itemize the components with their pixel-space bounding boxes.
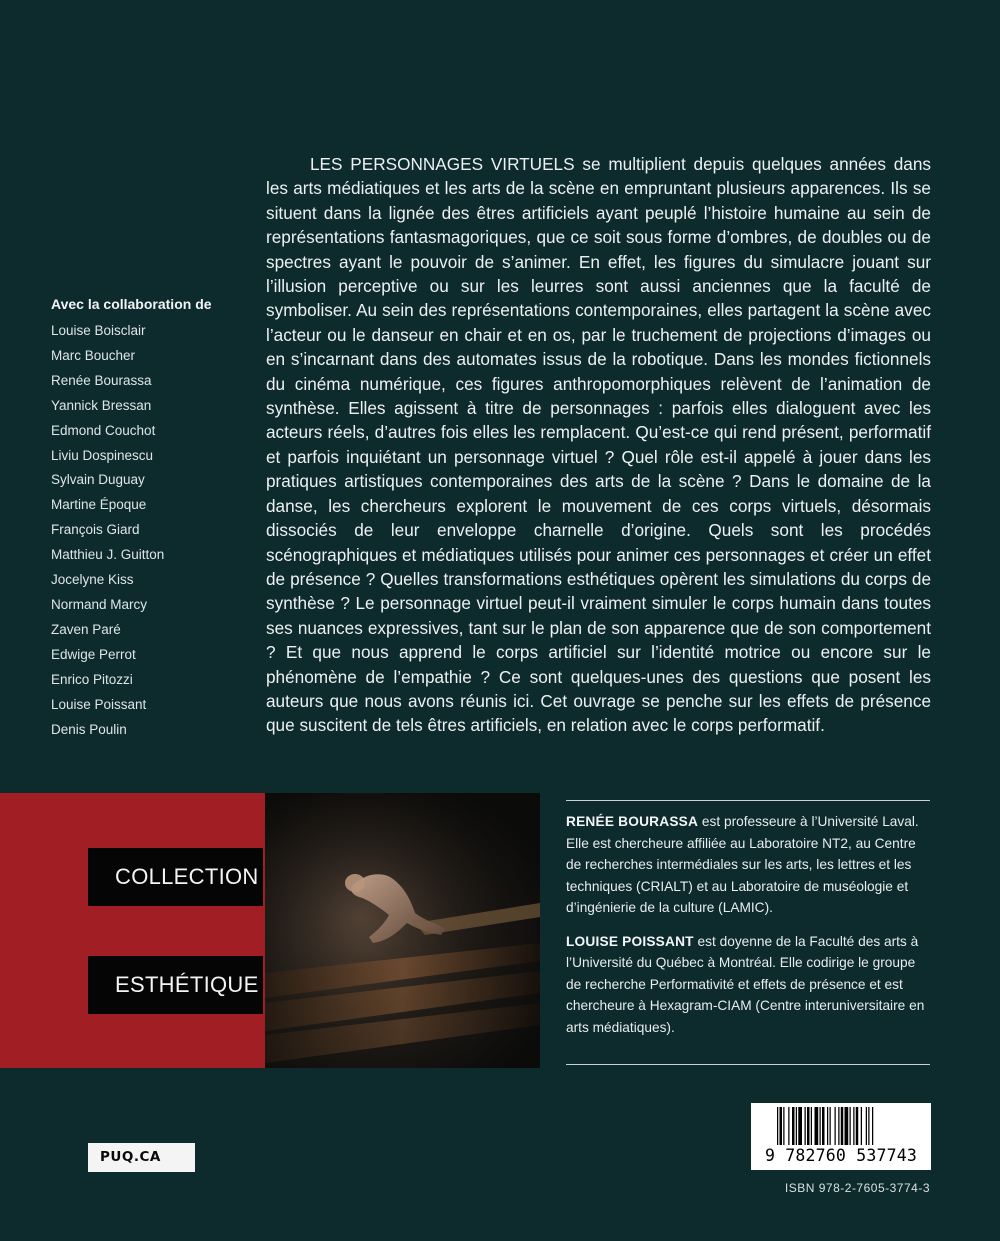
contributor-name: Edmond Couchot <box>51 422 156 438</box>
contributor-name: Yannick Bressan <box>51 397 152 413</box>
collection-name-label <box>88 956 263 1014</box>
contributor-name: Zaven Paré <box>51 621 121 637</box>
cover-photo <box>265 793 540 1068</box>
dancer-figure-icon <box>265 793 540 1068</box>
contributor-name: Liviu Dospinescu <box>51 447 154 463</box>
author-bio-text: est professeure à l’Université Laval. Elle est chercheure affiliée au Laboratoire NT2, au Centre de recherches intermédiales sur les arts, les lettres et les techniques (CRIALT) et au Laboratoire de muséologie et d’ingénierie de la culture (LAMIC). <box>566 814 919 915</box>
collection-red-band <box>0 793 265 1068</box>
collection-name-text: ESTHÉTIQUE <box>115 972 259 997</box>
collection-label-text: COLLECTION <box>115 864 259 889</box>
contributor-names <box>51 319 251 742</box>
contributor-name: Louise Boisclair <box>51 323 146 338</box>
publisher-logo: PUQ.CA <box>88 1143 195 1172</box>
author-bio <box>566 811 930 919</box>
contributor-name: François Giard <box>51 522 140 538</box>
contributor-name: Louise Poissant <box>51 696 147 712</box>
author-bio <box>566 931 930 1039</box>
contributor-name: Sylvain Duguay <box>51 472 145 488</box>
barcode <box>751 1103 931 1170</box>
contributor-name: Jocelyne Kiss <box>51 572 134 588</box>
contributor-name: Denis Poulin <box>51 721 127 737</box>
barcode-digits: 9 782760 537743 <box>764 1146 917 1165</box>
collection-label <box>88 848 263 906</box>
contributors-list <box>51 295 251 742</box>
contributors-heading: Avec la collaboration de <box>51 296 212 312</box>
divider-top <box>566 800 930 801</box>
book-description: LES PERSONNAGES VIRTUELS se multiplient depuis quelques années dans les arts médiatiques et les arts de la scène en empruntant plusieurs apparences. Ils se situent dans la lignée des êtres artificiels ayant peuplé l’histoire humaine au sein de représentations fantasmagoriques, que ce soit sous forme d’ombres, de doubles ou de spectres ayant le pouvoir de s’animer. En effet, les figures du simulacre jouant sur l’illusion perceptive ou sur les leurres sont aussi anciennes que la faculté de symboliser. Au sein des représentations contemporaines, elles partagent la scène avec l’acteur ou le danseur en chair et en os, par le truchement de projections d’images ou en s’incarnant dans des automates issus de la robotique. Dans les mondes fictionnels du cinéma numérique, ces figures anthropomorphiques relèvent de l’animation de synthèse. Elles agissent à titre de personnages : parfois elles dialoguent avec les acteurs réels, d’autres fois elles les remplacent. Qu’est-ce qui rend présent, performatif et parfois inquiétant un personnage virtuel ? Quel rôle est-il appelé à jouer dans les pratiques artistiques contemporaines des arts de la scène ? Dans le domaine de la danse, les chercheurs explorent le mouvement de ces corps virtuels, désormais dissociés de leur enveloppe charnelle d’origine. Quels sont les procédés scénographiques et médiatiques utilisés pour animer ces personnages et créer un effet de présence ? Quelles transformations esthétiques opèrent les simulations du corps de synthèse ? Le personnage virtuel peut-il vraiment simuler le corps humain dans toutes ses nuances expressives, tant sur le plan de son apparence que de son comportement ? Et que nous apprend le corps artificiel sur l’identité motrice ou encore sur le phénomène de l’empathie ? Ce sont quelques-unes des questions que posent les auteurs que nous avons réunis ici. Cet ouvrage se penche sur les effets de présence que suscitent de tels êtres artificiels, en relation avec le corps performatif. <box>266 154 931 736</box>
author-name: LOUISE POISSANT <box>566 933 694 949</box>
barcode-icon <box>777 1107 905 1145</box>
contributor-name: Martine Époque <box>51 497 147 513</box>
author-name: RENÉE BOURASSA <box>566 814 699 829</box>
isbn-number: ISBN 978-2-7605-3774-3 <box>784 1181 930 1195</box>
divider-bottom <box>566 1064 930 1065</box>
contributor-name: Matthieu J. Guitton <box>51 547 165 563</box>
contributor-name: Enrico Pitozzi <box>51 671 133 687</box>
author-bio-text: est doyenne de la Faculté des arts à l’Université du Québec à Montréal. Elle codirige le groupe de recherche Performativité et effets de présence et est chercheure à Hexagram-CIAM (Centre interuniversitaire en arts médiatiques). <box>566 933 925 1035</box>
author-bios <box>566 811 930 1050</box>
contributor-name: Normand Marcy <box>51 596 148 612</box>
contributor-name: Edwige Perrot <box>51 646 136 662</box>
contributor-name: Marc Boucher <box>51 347 136 363</box>
contributor-name: Renée Bourassa <box>51 372 152 388</box>
